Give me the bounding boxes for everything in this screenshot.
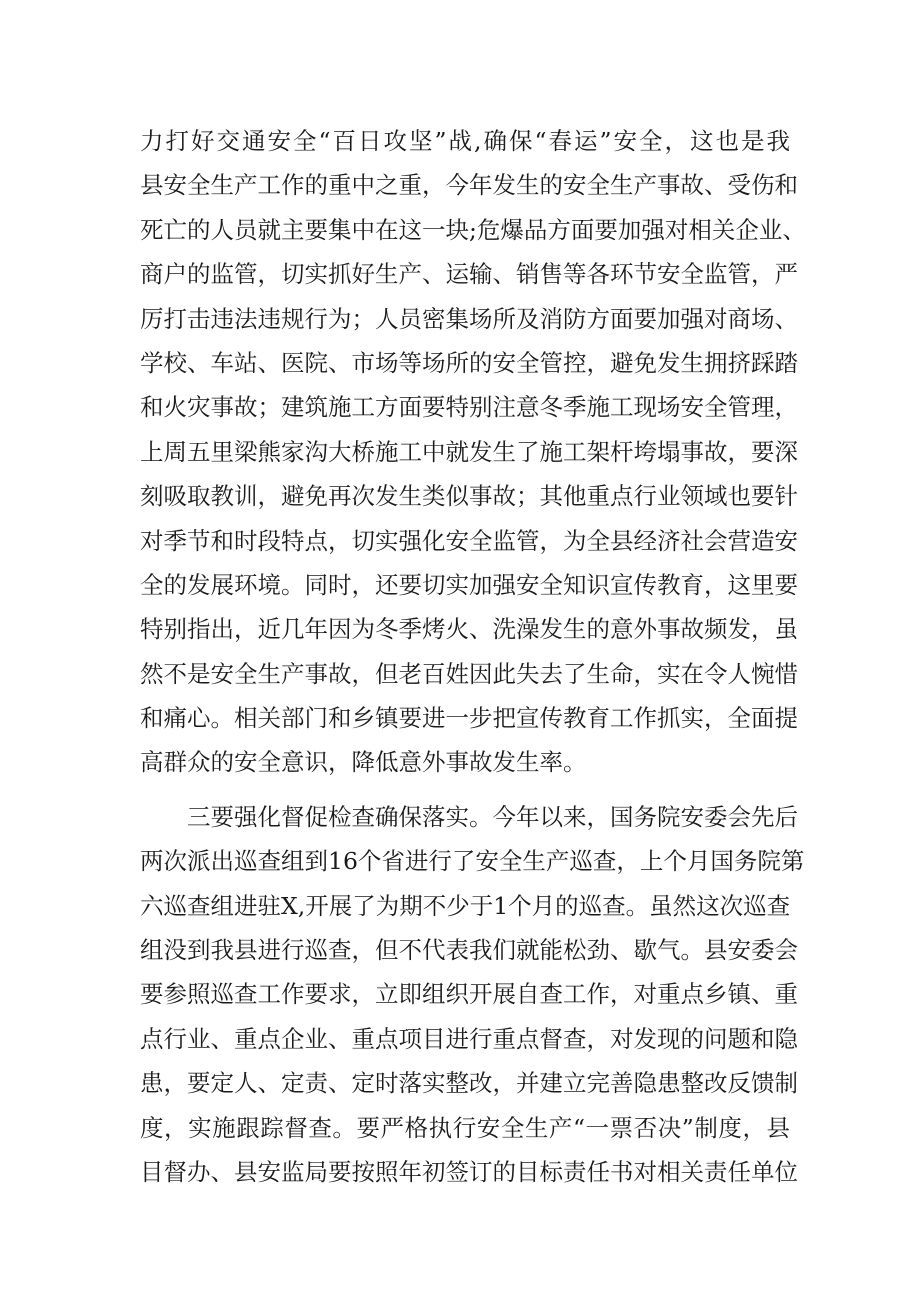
text-line: 六巡查组进驻X,开展了为期不少于1个月的巡查。虽然这次巡查 <box>140 891 791 920</box>
paragraph-2 <box>140 795 805 1195</box>
text-line: 点行业、重点企业、重点项目进行重点督查，对发现的问题和隐 <box>140 1024 798 1053</box>
text-line: 全的发展环境。同时，还要切实加强安全知识宣传教育，这里要 <box>140 570 798 599</box>
text-line: 和痛心。相关部门和乡镇要进一步把宣传教育工作抓实，全面提 <box>140 704 798 733</box>
text-line: 商户的监管，切实抓好生产、运输、销售等各环节安全监管，严 <box>140 260 798 289</box>
text-line: 学校、车站、医院、市场等场所的安全管控，避免发生拥挤踩踏 <box>140 348 798 377</box>
body-text <box>140 119 806 1194</box>
text-line: 县安全生产工作的重中之重，今年发生的安全生产事故、受伤和 <box>140 171 798 200</box>
text-line: 度，实施跟踪督查。要严格执行安全生产“一票否决”制度，县 <box>140 1113 790 1142</box>
text-line: 组没到我县进行巡查，但不代表我们就能松劲、歇气。县安委会 <box>140 936 798 965</box>
text-line: 目督办、县安监局要按照年初签订的目标责任书对相关责任单位 <box>140 1157 798 1186</box>
text-line: 厉打击违法违规行为；人员密集场所及消防方面要加强对商场、 <box>140 304 798 333</box>
text-line: 刻吸取教训，避免再次发生类似事故；其他重点行业领域也要针 <box>140 482 798 511</box>
text-line: 高群众的安全意识，降低意外事故发生率。 <box>140 748 587 777</box>
paragraph-1 <box>140 119 806 785</box>
text-line: 上周五里梁熊家沟大桥施工中就发生了施工架杆垮塌事故，要深 <box>140 437 798 466</box>
text-line: 然不是安全生产事故，但老百姓因此失去了生命，实在令人惋惜 <box>140 659 798 688</box>
text-line: 和火灾事故；建筑施工方面要特别注意冬季施工现场安全管理， <box>140 393 798 422</box>
text-line: 患，要定人、定责、定时落实整改，并建立完善隐患整改反馈制 <box>140 1069 798 1098</box>
text-line: 三要强化督促检查确保落实。今年以来，国务院安委会先后 <box>140 802 798 831</box>
text-line: 死亡的人员就主要集中在这一块;危爆品方面要加强对相关企业、 <box>140 215 806 244</box>
text-line: 要参照巡查工作要求，立即组织开展自查工作，对重点乡镇、重 <box>140 980 798 1009</box>
text-line: 两次派出巡查组到16个省进行了安全生产巡查，上个月国务院第 <box>140 847 805 876</box>
text-line: 对季节和时段特点，切实强化安全监管，为全县经济社会营造安 <box>140 526 798 555</box>
paragraph-gap <box>140 785 790 795</box>
text-line: 特别指出，近几年因为冬季烤火、洗澡发生的意外事故频发，虽 <box>140 615 798 644</box>
text-line: 力打好交通安全“百日攻坚”战,确保“春运”安全，这也是我 <box>140 127 790 155</box>
